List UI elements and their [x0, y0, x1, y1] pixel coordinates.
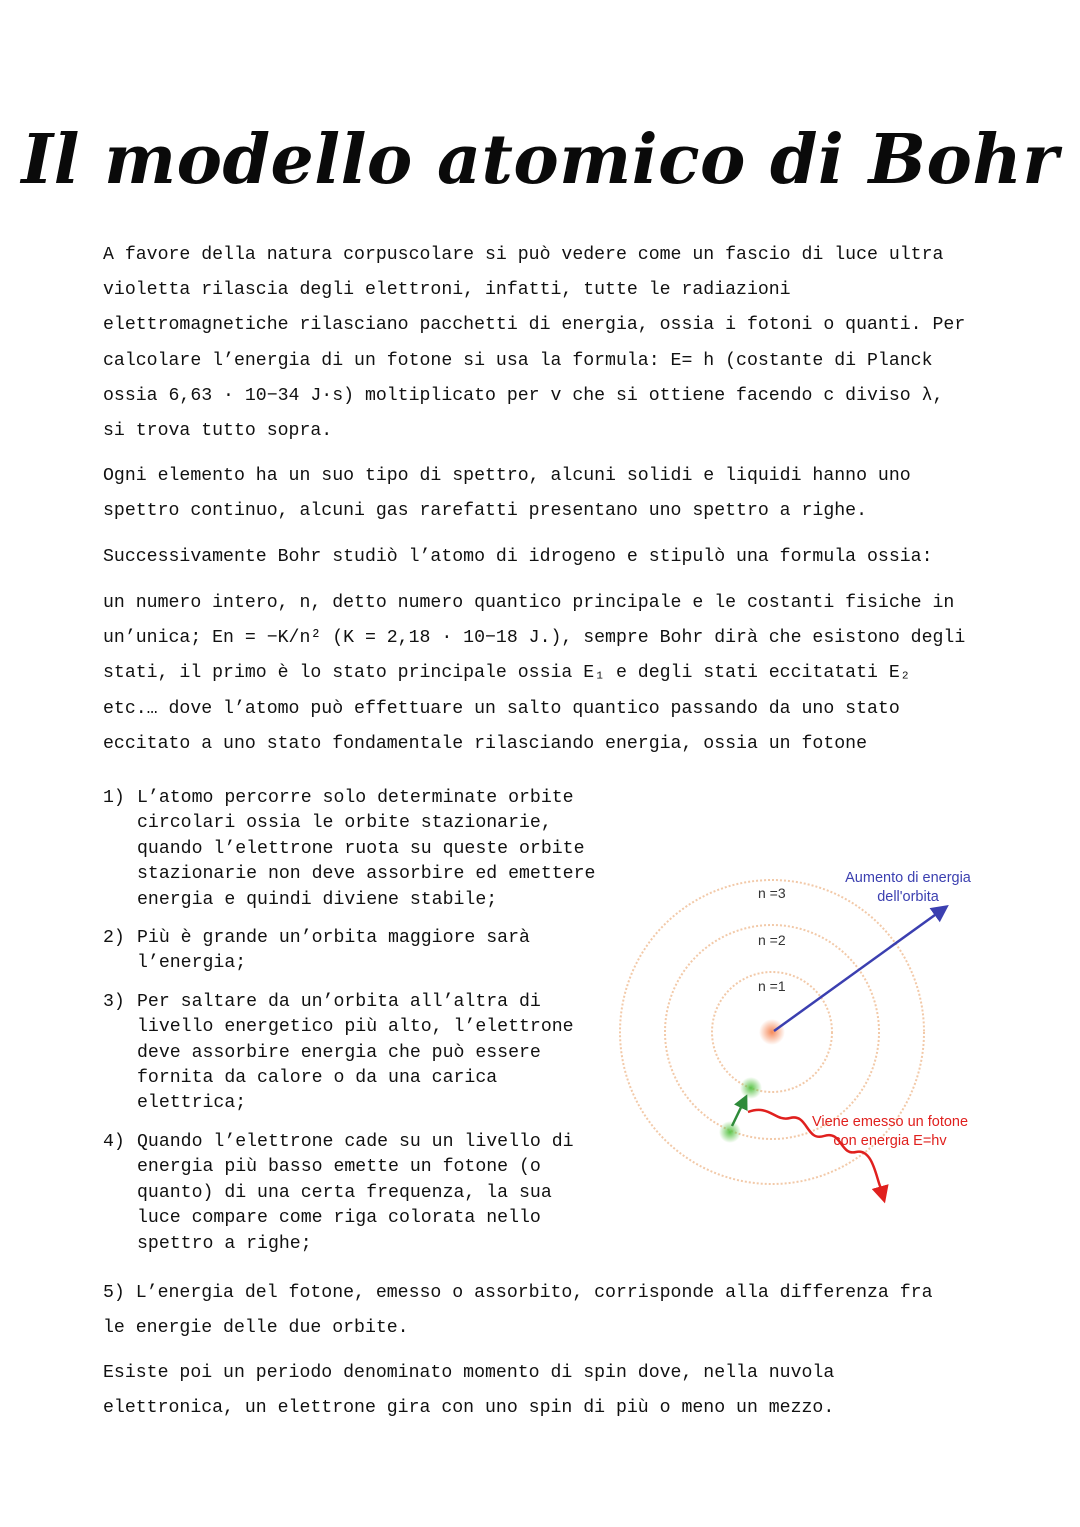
- list-number: 3): [103, 991, 125, 1012]
- paragraph-photon-energy: A favore della natura corpuscolare si può vedere come un fascio di luce ultra violetta rilascia degli elettroni, infatti, tutte le radiazioni elettromagnetiche rilasciano pacchetti di energia, ossia i fotoni o quanti. Per calcolare l’energia di un fotone si usa la formula: E= h (costante di Planck ossia 6,63 · 10−34 J·s) moltiplicato per v che si ottiene facendo c diviso λ, si trova tutto sopra.: [103, 245, 966, 442]
- electron-inner: [740, 1077, 762, 1099]
- transition-arrow: [732, 1097, 746, 1126]
- energy-increase-arrow: [774, 907, 946, 1031]
- list-item: [103, 990, 623, 1117]
- list-item: [103, 786, 623, 913]
- paragraph-spectrum: Ogni elemento ha un suo tipo di spettro, alcuni solidi e liquidi hanno uno spettro continuo, alcuni gas rarefatti presentano uno spettro a righe.: [103, 466, 911, 522]
- list-text: L’atomo percorre solo determinate orbite circolari ossia le orbite stazionarie, quando l’elettrone ruota su queste orbite stazionarie non deve assorbire ed emettere energia e quindi diviene stabile;: [137, 788, 596, 910]
- list-number: 1): [103, 788, 125, 808]
- postulates-list: [103, 786, 623, 1270]
- list-text: Per saltare da un’orbita all’altra di livello energetico più alto, l’elettrone deve assorbire energia che può essere fornita da calore o da una carica elettrica;: [137, 991, 574, 1114]
- paragraph-bohr-hydrogen: Successivamente Bohr studiò l’atomo di idrogeno e stipulò una formula ossia:: [103, 547, 933, 567]
- orbit-label-n3: n =3: [758, 885, 786, 901]
- paragraph-energy-formula: un numero intero, n, detto numero quantico principale e le costanti fisiche in un’unica; En = −K/n² (K = 2,18 · 10−18 J.), sempre Bohr dirà che esistono degli stati, il primo è lo stato principale ossia E₁ e degli stati eccitatati E₂ etc.… dove l’atomo può effettuare un salto quantico passando da uno stato eccitato a uno stato fondamentale rilasciando energia, ossia un fotone: [103, 593, 966, 754]
- photon-label-line1: Viene emesso un fotone: [811, 1114, 969, 1130]
- electron-outer: [719, 1121, 741, 1143]
- list-item: [103, 1130, 623, 1257]
- paragraph-spin: Esiste poi un periodo denominato momento di spin dove, nella nuvola elettronica, un elettrone gira con uno spin di più o meno un mezzo.: [103, 1363, 835, 1419]
- list-item-5: 5) L’energia del fotone, emesso o assorbito, corrisponde alla differenza fra le energie delle due orbite.: [103, 1283, 933, 1339]
- orbit-label-n2: n =2: [758, 932, 786, 948]
- energy-arrow-label-line1: Aumento di energia: [845, 870, 971, 886]
- orbit-label-n1: n =1: [758, 978, 786, 994]
- list-text: Più è grande un’orbita maggiore sarà l’energia;: [137, 928, 530, 974]
- list-text: Quando l’elettrone cade su un livello di energia più basso emette un fotone (o quanto) di una certa frequenza, la sua luce compare come riga colorata nello spettro a righe;: [137, 1131, 574, 1254]
- photon-label-line2: con energia E=hv: [833, 1133, 947, 1149]
- nucleus: [759, 1019, 785, 1045]
- list-item: [103, 926, 623, 977]
- list-number: 2): [103, 928, 125, 949]
- list-number: 4): [103, 1131, 125, 1152]
- energy-arrow-label-line2: dell'orbita: [877, 889, 939, 905]
- bohr-atom-diagram: [610, 860, 990, 1220]
- page-title: Il modello atomico di Bohr: [21, 120, 1059, 200]
